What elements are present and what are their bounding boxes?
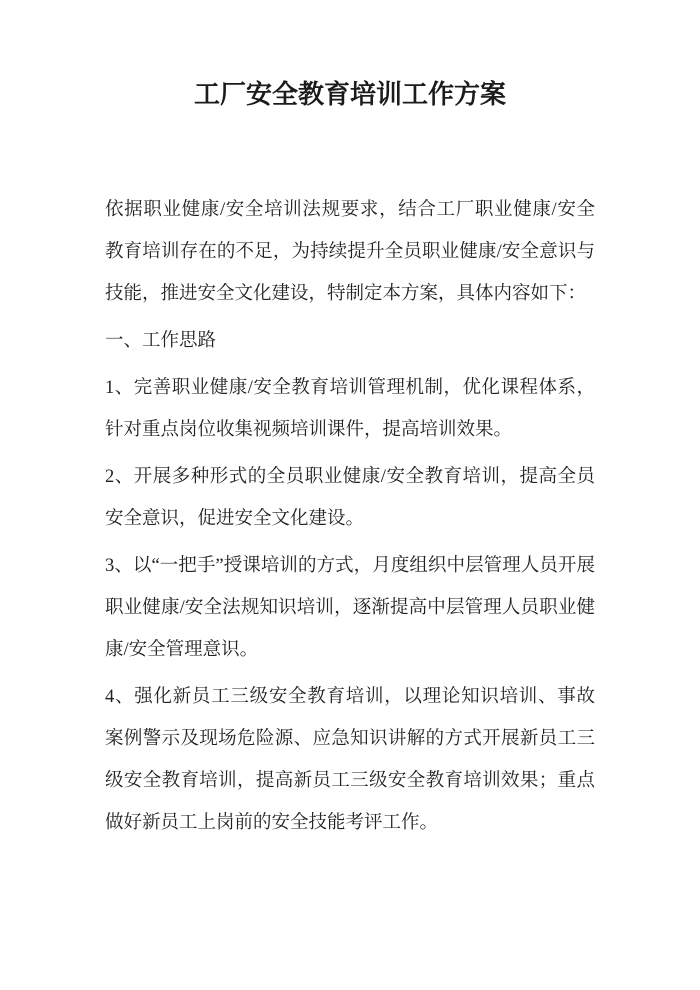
list-item-2: 2、开展多种形式的全员职业健康/安全教育培训，提高全员安全意识，促进安全文化建设。 (105, 467, 595, 529)
list-item-4: 4、强化新员工三级安全教育培训，以理论知识培训、事故案例警示及现场危险源、应急知识讲解的方式开展新员工三级安全教育培训，提高新员工三级安全教育培训效果；重点做好新员工上岗前的安全技能考评工作。 (105, 687, 595, 833)
section-heading-work-approach: 一、工作思路 (105, 331, 217, 351)
document-body (105, 0, 595, 844)
document-title: 工厂安全教育培训工作方案 (193, 80, 506, 109)
list-item-3: 3、以“一把手”授课培训的方式，月度组织中层管理人员开展职业健康/安全法规知识培训，逐渐提高中层管理人员职业健康/安全管理意识。 (105, 556, 595, 660)
list-item-1: 1、完善职业健康/安全教育培训管理机制，优化课程体系，针对重点岗位收集视频培训课件，提高培训效果。 (105, 378, 595, 440)
intro-paragraph: 依据职业健康/安全培训法规要求，结合工厂职业健康/安全教育培训存在的不足，为持续提升全员职业健康/安全意识与技能，推进安全文化建设，特制定本方案，具体内容如下： (105, 200, 595, 304)
